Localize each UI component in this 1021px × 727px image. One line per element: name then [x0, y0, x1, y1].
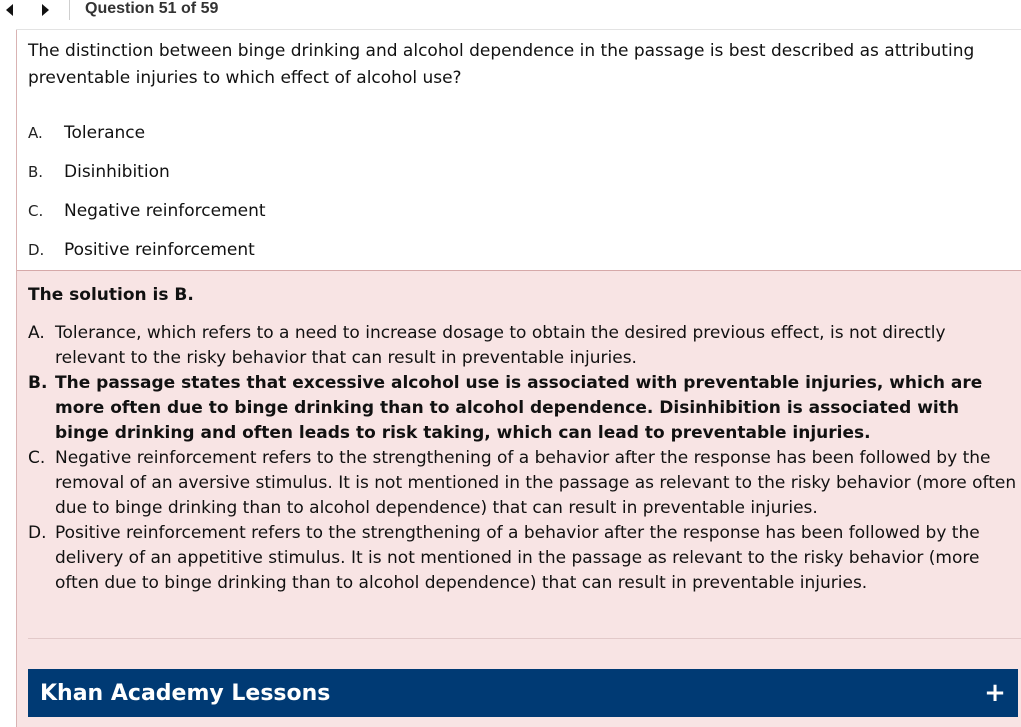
previous-question-icon[interactable]: [3, 3, 17, 17]
solution-explanations: [28, 321, 1018, 596]
choice-text: Tolerance: [64, 122, 146, 143]
topbar-divider: [69, 0, 70, 20]
choice-letter: C.: [28, 201, 44, 220]
khan-academy-lessons-toggle[interactable]: [28, 669, 1018, 717]
answer-choice-a[interactable]: [28, 113, 988, 152]
explanation-text: Tolerance, which refers to a need to increase dosage to obtain the desired previous effect, is not directly relevant to the risky behavior that can result in preventable injuries.: [55, 323, 946, 368]
answer-choice-c[interactable]: [28, 191, 988, 230]
explanation-letter: B.: [28, 373, 48, 393]
answer-choices: [28, 113, 988, 269]
explanation-letter: A.: [28, 323, 45, 343]
explanation-letter: C.: [28, 448, 46, 468]
choice-letter: D.: [28, 240, 45, 259]
solution-divider: [28, 638, 1021, 639]
explanation-text: The passage states that excessive alcohol use is associated with preventable injuries, which are more often due to binge drinking than to alcohol dependence. Disinhibition is associated with binge drinking and often leads to risk taking, which can lead to preventable injuries.: [55, 373, 983, 443]
answer-choice-d[interactable]: [28, 230, 988, 269]
explanation-b: [28, 371, 1018, 446]
lessons-title: Khan Academy Lessons: [40, 680, 331, 706]
explanation-c: [28, 446, 1018, 521]
choice-letter: B.: [28, 162, 44, 181]
explanation-letter: D.: [28, 523, 47, 543]
choice-text: Negative reinforcement: [64, 200, 266, 221]
expand-plus-icon[interactable]: +: [984, 678, 1006, 708]
explanation-d: [28, 521, 1018, 596]
answer-choice-b[interactable]: [28, 152, 988, 191]
header-divider: [16, 29, 1021, 30]
choice-text: Disinhibition: [64, 161, 170, 182]
top-navigation-bar: [0, 0, 1021, 22]
choice-letter: A.: [28, 123, 43, 142]
question-counter: Question 51 of 59: [85, 0, 219, 17]
question-stem: The distinction between binge drinking and alcohol dependence in the passage is best described as attributing preventable injuries to which effect of alcohol use?: [28, 41, 975, 88]
explanation-text: Negative reinforcement refers to the strengthening of a behavior after the response has been followed by the removal of an aversive stimulus. It is not mentioned in the passage as relevant to the risky behavior (more often due to binge drinking than to alcohol dependence) that can result in preventable injuries.: [55, 448, 1017, 518]
choice-text: Positive reinforcement: [64, 239, 255, 260]
explanation-text: Positive reinforcement refers to the strengthening of a behavior after the response has been followed by the delivery of an appetitive stimulus. It is not mentioned in the passage as relevant to the risky behavior (more often due to binge drinking than to alcohol dependence) that can result in preventable injuries.: [55, 523, 980, 593]
solution-title: The solution is B.: [28, 285, 194, 305]
solution-panel: [17, 270, 1021, 727]
next-question-icon[interactable]: [38, 3, 52, 17]
explanation-a: [28, 321, 1018, 371]
